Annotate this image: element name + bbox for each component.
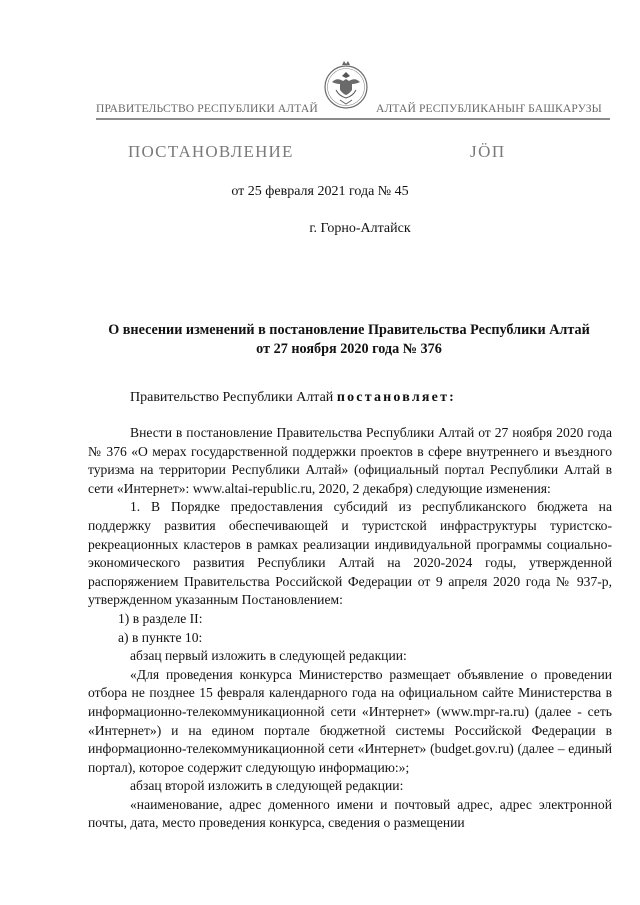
document-type-altai: JӦП — [470, 142, 506, 161]
paragraph: абзац первый изложить в следующей редакции: — [130, 648, 407, 664]
document-title — [86, 321, 612, 359]
org-name-russian: ПРАВИТЕЛЬСТВО РЕСПУБЛИКИ АЛТАЙ — [96, 102, 318, 115]
paragraph: 1. В Порядке предоставления субсидий из республиканского бюджета на поддержку развития обеспечивающей и туристской инфраструктуры туристско-рекреационных кластеров в рамках реализации индивидуальной программы социально-экономического развития Республики Алтай на 2020-2024 годы, утвержденной распоряжением Правительства Российской Федерации от 9 апреля 2020 года № 937-р, утвержденном указанным Постановлением: — [88, 499, 612, 608]
title-line-1: О внесении изменений в постановление Правительства Республики Алтай — [108, 322, 590, 338]
title-line-2: от 27 ноября 2020 года № 376 — [256, 341, 442, 357]
paragraph: а) в пункте 10: — [118, 629, 203, 645]
paragraph: «Для проведения конкурса Министерство размещает объявление о проведении отбора не позднее 15 февраля календарного года на официальном сайте Министерства в информационно-телекоммуникационной сети «Интернет» (www.mpr-ra.ru) (далее - сеть «Интернет») и на едином портале бюджетной системы Российской Федерации в информационно-телекоммуникационной сети «Интернет» (budget.gov.ru) (далее – единый портал), которое содержит следующую информацию:»; — [88, 666, 612, 775]
org-name-altai: АЛТАЙ РЕСПУБЛИКАНЫҤ БАШКАРУЗЫ — [376, 102, 602, 115]
document-type: ПОСТАНОВЛЕНИЕ — [128, 142, 294, 161]
decree-verb: постановляет: — [336, 390, 457, 405]
letterhead-divider — [96, 118, 610, 120]
decree-subject: Правительство Республики Алтай — [130, 390, 337, 405]
document-body — [88, 424, 612, 833]
paragraph: 1) в разделе II: — [118, 610, 203, 626]
paragraph: абзац второй изложить в следующей редакции: — [130, 778, 404, 794]
letterhead — [0, 60, 640, 130]
paragraph: Внести в постановление Правительства Республики Алтай от 27 ноября 2020 года № 376 «О мерах государственной поддержки проектов в сфере внутреннего и въездного туризма на территории Республики Алтай» (официальный портал Республики Алтай в сети «Интернет»: www.altai-republic.ru, 2020, 2 декабря) следующие изменения: — [88, 425, 612, 496]
paragraph: «наименование, адрес доменного имени и почтовый адрес, адрес электронной почты, дата, место проведения конкурса, сведения о размещении — [88, 796, 612, 831]
decree-statement — [130, 390, 456, 406]
document-date-number: от 25 февраля 2021 года № 45 — [231, 184, 409, 199]
coat-of-arms-emblem — [322, 60, 370, 120]
document-city: г. Горно-Алтайск — [309, 221, 411, 236]
